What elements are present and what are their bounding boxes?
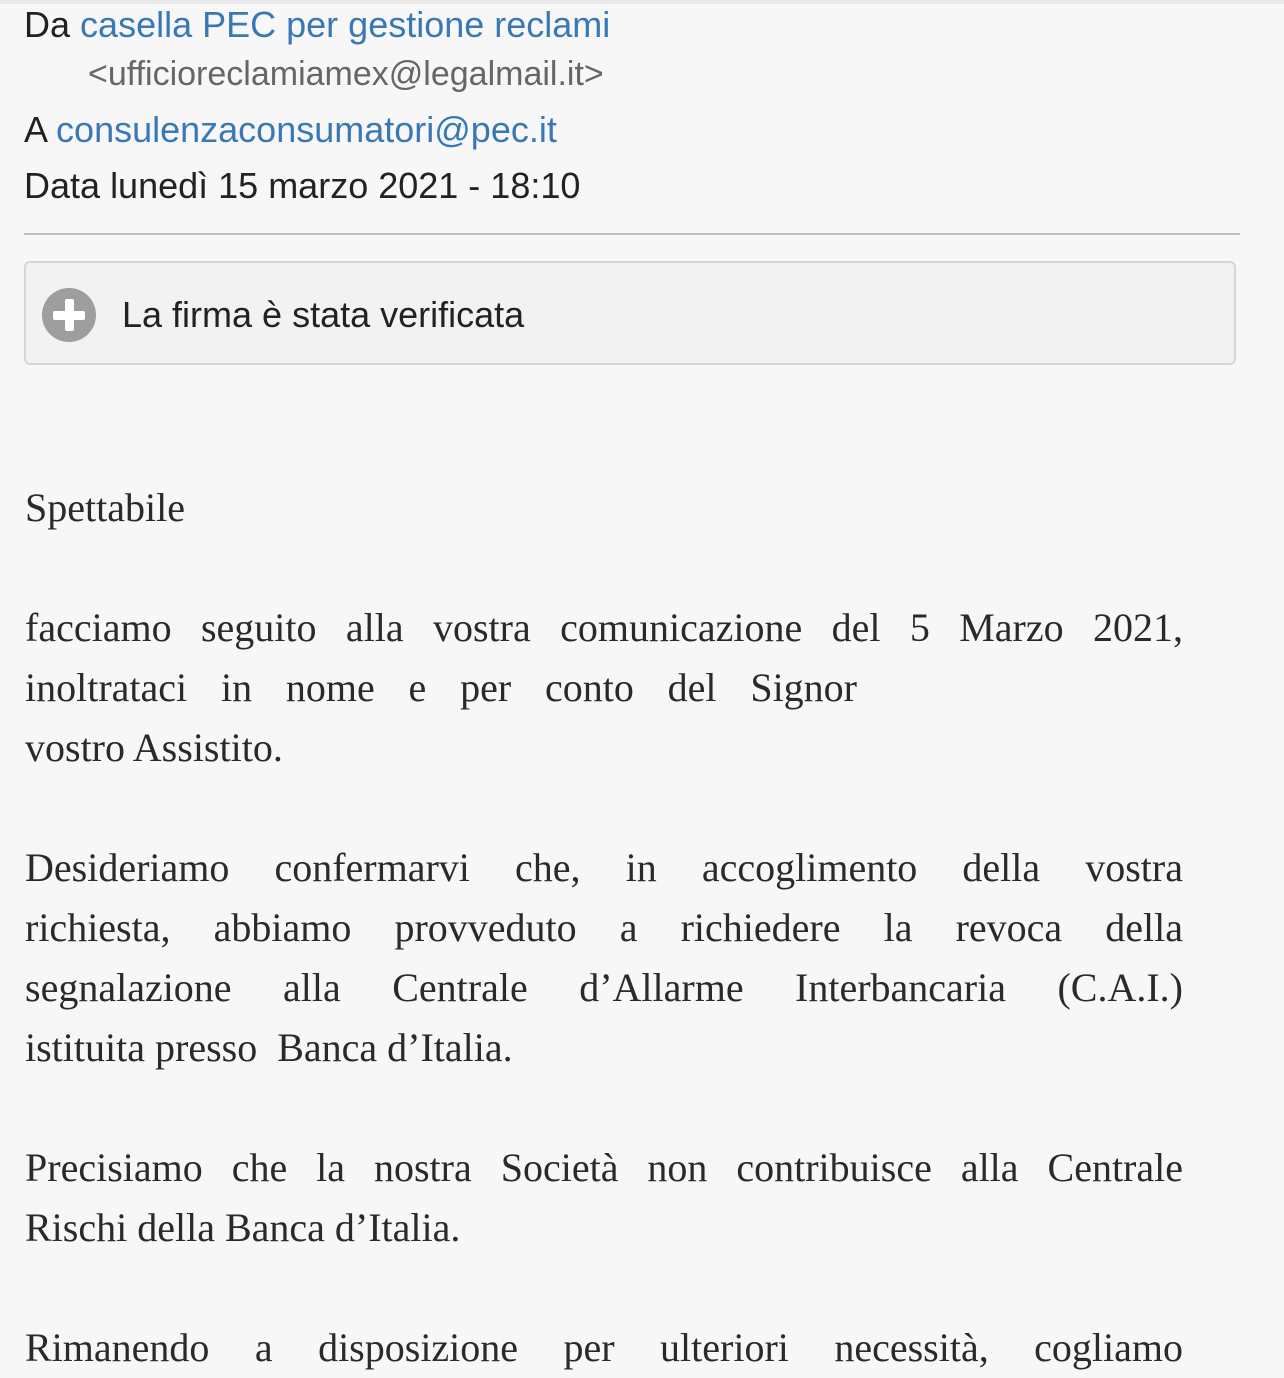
paragraph-2-line-4: istituita presso Banca d’Italia. <box>25 1025 513 1070</box>
paragraph-1 <box>25 598 1183 778</box>
paragraph-4-line-1: Rimanendo a disposizione per ulteriori necessità, cogliamo <box>25 1325 1183 1370</box>
greeting-text: Spettabile <box>25 485 185 530</box>
paragraph-2-line-3: segnalazione alla Centrale d’Allarme Interbancaria (C.A.I.) <box>25 965 1183 1010</box>
sender-name-link[interactable]: casella PEC per gestione reclami <box>80 4 611 45</box>
greeting <box>25 478 1183 538</box>
recipient-address-link[interactable]: consulenzaconsumatori@pec.it <box>56 109 557 150</box>
paragraph-3-line-1: Precisiamo che la nostra Società non contribuisce alla Centrale <box>25 1145 1183 1190</box>
from-row <box>24 3 610 47</box>
paragraph-3-line-2: Rischi della Banca d’Italia. <box>25 1205 461 1250</box>
paragraph-1-line-1: facciamo seguito alla vostra comunicazione del 5 Marzo 2021, <box>25 605 1183 650</box>
header-divider <box>24 233 1240 235</box>
paragraph-4 <box>25 1318 1183 1378</box>
to-row <box>24 108 557 152</box>
date-value: lunedì 15 marzo 2021 - 18:10 <box>110 165 581 206</box>
paragraph-3 <box>25 1138 1183 1258</box>
date-label: Data <box>24 165 101 206</box>
from-label: Da <box>24 4 71 45</box>
paragraph-1-line-3: vostro Assistito. <box>25 725 283 770</box>
signature-verified-banner[interactable] <box>24 261 1236 365</box>
to-label: A <box>24 109 47 150</box>
date-row <box>24 164 580 208</box>
paragraph-2-line-2: richiesta, abbiamo provveduto a richiedere la revoca della <box>25 905 1183 950</box>
paragraph-1-line-2: inoltrataci in nome e per conto del Signor <box>25 665 857 710</box>
sender-address: <ufficioreclamiamex@legalmail.it> <box>88 55 604 93</box>
signature-status-text: La firma è stata verificata <box>122 294 525 335</box>
paragraph-2-line-1: Desideriamo confermarvi che, in accoglimento della vostra <box>25 845 1183 890</box>
plus-circle-icon[interactable] <box>42 288 96 342</box>
paragraph-2 <box>25 838 1183 1078</box>
